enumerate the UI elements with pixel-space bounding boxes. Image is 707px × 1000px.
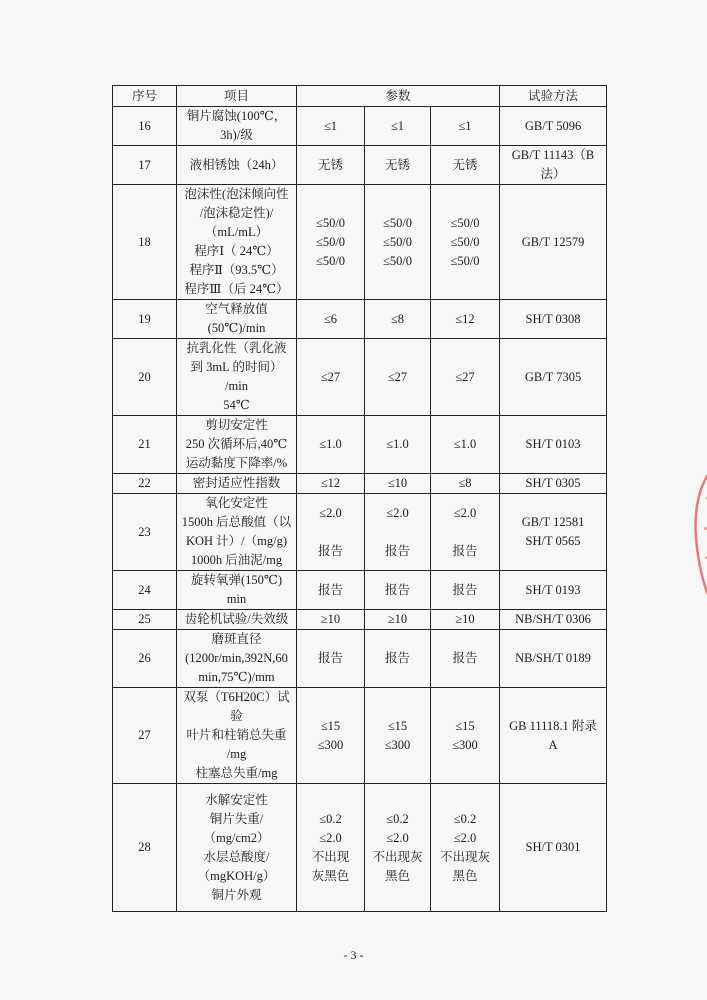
param-grade-2 (365, 784, 431, 912)
method-cell-line: SH/T 0565 (525, 534, 581, 548)
method-cell (500, 107, 607, 146)
param-grade-2-line: ≤0.2 (386, 811, 409, 826)
param-grade-3-line: ≤50/0 (450, 215, 480, 230)
method-cell (500, 339, 607, 416)
param-grade-3 (431, 610, 500, 630)
item-cell-line: 运动黏度下降率/% (185, 456, 288, 470)
row-number: 24 (113, 571, 177, 610)
param-grade-3 (431, 688, 500, 784)
param-grade-2 (365, 571, 431, 610)
method-cell-line: GB/T 7305 (524, 369, 582, 384)
item-cell-line: KOH 计）/（mg/g) (185, 534, 288, 548)
param-grade-2-line: ≤300 (384, 737, 411, 752)
param-grade-3-line: 无锈 (452, 157, 478, 172)
item-cell-line: 磨斑直径 (211, 632, 262, 646)
param-grade-3-line: ≤1 (458, 118, 472, 133)
item-cell-line: 水解安定性 (205, 792, 268, 807)
table-row (113, 571, 607, 610)
param-grade-1-line: ≤50/0 (315, 253, 346, 268)
param-grade-3-line: ≤27 (455, 369, 475, 384)
item-cell (177, 339, 297, 416)
method-cell-line: SH/T 0305 (525, 476, 581, 490)
item-cell-line: (50℃)/min (207, 321, 266, 335)
param-grade-2-line: ≤27 (387, 369, 408, 384)
param-grade-3-line: 报告 (452, 543, 478, 558)
param-grade-2-line: ≤50/0 (382, 234, 413, 249)
table-row (113, 784, 607, 912)
item-cell-line: 氧化安定性 (205, 496, 268, 510)
item-cell-line: /泡沫稳定性)/ (199, 206, 274, 220)
param-grade-2-line: ≤1 (390, 118, 405, 133)
param-grade-3-line: ≤50/0 (450, 234, 480, 249)
param-grade-1-line: 报告 (317, 582, 343, 597)
row-number: 21 (113, 416, 177, 474)
param-grade-3-line: ≤300 (452, 737, 478, 752)
param-grade-3 (431, 339, 500, 416)
param-grade-2-line: ≤8 (390, 311, 405, 326)
param-grade-1 (297, 416, 365, 474)
param-grade-2-line: 无锈 (384, 157, 410, 172)
method-cell-line: GB/T 5096 (524, 118, 582, 133)
item-cell-line: 空气释放值 (205, 302, 268, 316)
item-cell (177, 474, 297, 494)
param-grade-2-line: 不出现灰 (372, 849, 423, 864)
param-grade-1 (297, 474, 365, 494)
param-grade-2 (365, 185, 431, 300)
param-grade-3-line: 报告 (452, 651, 478, 665)
param-grade-1-line: ≤2.0 (319, 830, 342, 845)
item-cell (177, 416, 297, 474)
param-grade-2-line: ≤50/0 (382, 215, 413, 230)
item-cell-line: 柱塞总失重/mg (195, 766, 278, 780)
item-cell-line: 液相锈蚀（24h） (189, 157, 284, 172)
param-grade-2 (365, 416, 431, 474)
param-grade-2-line: 报告 (384, 651, 410, 665)
param-grade-1 (297, 610, 365, 630)
method-cell-line: GB 11118.1 附录 (509, 718, 597, 733)
method-cell-line: GB/T 11143（B (511, 148, 595, 162)
param-grade-2 (365, 610, 431, 630)
param-grade-2 (365, 107, 431, 146)
item-cell-line: 程序Ⅱ（93.5℃） (189, 263, 284, 277)
method-cell-line: NB/SH/T 0189 (515, 651, 591, 665)
param-grade-3 (431, 185, 500, 300)
method-cell (500, 784, 607, 912)
param-grade-1-line: ≤15 (320, 718, 341, 733)
param-grade-2-line: ≤50/0 (382, 253, 413, 268)
red-seal-stamp (684, 468, 707, 608)
method-cell-line: GB/T 12581 (521, 515, 585, 529)
param-grade-1-line: 不出现 (311, 849, 350, 864)
item-cell-line: 程序Ⅲ（后 24℃） (184, 282, 289, 296)
item-cell-line: 验 (230, 709, 243, 723)
param-grade-3 (431, 146, 500, 185)
param-grade-3-line: ≤2.0 (453, 505, 477, 520)
item-cell-line: （mL/mL） (204, 225, 269, 239)
method-cell (500, 185, 607, 300)
param-grade-3 (431, 784, 500, 912)
row-number: 22 (113, 474, 177, 494)
param-grade-1 (297, 339, 365, 416)
param-grade-1-line: 报告 (317, 651, 343, 665)
item-cell-line: 水层总酸度/ (203, 849, 270, 864)
param-grade-1-line: ≤2.0 (319, 505, 342, 520)
method-cell (500, 630, 607, 688)
param-grade-2 (365, 688, 431, 784)
item-cell-line: 到 3mL 的时间） (190, 360, 283, 374)
item-cell-line: 铜片外观 (211, 887, 262, 902)
item-cell-line: 旋转氧弹(150℃) (190, 573, 283, 587)
item-cell-line: min,75℃)/mm (198, 670, 275, 684)
item-cell-line: /mg (226, 747, 247, 761)
method-cell-line: SH/T 0308 (525, 311, 581, 326)
item-cell-line: （mg/cm2） (203, 830, 270, 845)
param-grade-1-line: ≤50/0 (315, 234, 346, 249)
param-grade-3-line: ≤8 (458, 476, 472, 490)
param-grade-1 (297, 107, 365, 146)
table-row (113, 688, 607, 784)
param-grade-3-line: ≤50/0 (450, 253, 480, 268)
row-number: 17 (113, 146, 177, 185)
param-grade-3-line (433, 523, 497, 542)
param-grade-2-line: ≥10 (387, 612, 408, 626)
param-grade-3-line: 不出现灰 (440, 849, 491, 864)
table-row (113, 185, 607, 300)
row-number: 18 (113, 185, 177, 300)
header-params: 参数 (297, 86, 500, 107)
param-grade-2 (365, 146, 431, 185)
param-grade-2-line: ≤10 (387, 476, 408, 490)
method-cell-line: SH/T 0103 (525, 437, 581, 451)
item-cell (177, 146, 297, 185)
table-row (113, 494, 607, 571)
table-row (113, 474, 607, 494)
param-grade-1 (297, 688, 365, 784)
param-grade-3 (431, 474, 500, 494)
param-grade-2-line: ≤15 (387, 718, 408, 733)
item-cell-line: /min (225, 379, 248, 393)
param-grade-1 (297, 630, 365, 688)
header-row (113, 86, 607, 107)
param-grade-2 (365, 339, 431, 416)
item-cell-line: 程序Ⅰ（ 24℃） (194, 244, 279, 258)
param-grade-1-line: 报告 (317, 543, 343, 558)
param-grade-2-line (367, 523, 428, 542)
param-grade-2-line: ≤1.0 (386, 437, 409, 451)
row-number: 27 (113, 688, 177, 784)
param-grade-1 (297, 300, 365, 339)
param-grade-3-line: ≤0.2 (453, 811, 477, 826)
param-grade-2 (365, 300, 431, 339)
param-grade-3 (431, 630, 500, 688)
item-cell-line: 1500h 后总酸值（以 (181, 515, 292, 529)
spec-table (112, 85, 607, 912)
method-cell (500, 146, 607, 185)
param-grade-1-line: ≤12 (320, 476, 341, 490)
row-number: 16 (113, 107, 177, 146)
param-grade-3 (431, 300, 500, 339)
method-cell (500, 571, 607, 610)
header-no: 序号 (113, 86, 177, 107)
method-cell-line: SH/T 0301 (525, 840, 581, 854)
param-grade-1-line: ≥10 (320, 612, 341, 626)
item-cell-line: 1000h 后油泥/mg (190, 553, 283, 567)
param-grade-2 (365, 494, 431, 571)
param-grade-3 (431, 571, 500, 610)
method-cell-line: SH/T 0193 (525, 582, 581, 597)
method-cell (500, 300, 607, 339)
param-grade-1 (297, 784, 365, 912)
item-cell-line: 齿轮机试验/失效级 (184, 612, 289, 626)
param-grade-2-line: ≤2.0 (386, 505, 409, 520)
header-method: 试验方法 (500, 86, 607, 107)
item-cell-line: (1200r/min,392N,60 (185, 651, 288, 665)
item-cell-line: 3h)/级 (220, 128, 253, 142)
item-cell (177, 300, 297, 339)
item-cell (177, 185, 297, 300)
param-grade-1-line: ≤27 (320, 369, 341, 384)
method-cell (500, 494, 607, 571)
page-number: - 3 - (343, 948, 364, 962)
param-grade-2 (365, 474, 431, 494)
param-grade-2-line: 黑色 (384, 868, 410, 883)
param-grade-3-line: ≤12 (455, 311, 475, 326)
method-cell (500, 610, 607, 630)
table-row (113, 416, 607, 474)
item-cell-line: 铜片失重/ (209, 811, 264, 826)
param-grade-1-line: ≤0.2 (319, 811, 342, 826)
item-cell (177, 494, 297, 571)
method-cell-line: GB/T 12579 (521, 234, 585, 249)
item-cell-line: 泡沫性(泡沫倾向性 (184, 187, 289, 201)
table-row (113, 610, 607, 630)
row-number: 25 (113, 610, 177, 630)
param-grade-1 (297, 185, 365, 300)
item-cell-line: 抗乳化性（乳化液 (186, 341, 287, 355)
item-cell (177, 630, 297, 688)
param-grade-3 (431, 494, 500, 571)
item-cell-line: 54℃ (223, 398, 250, 412)
param-grade-1 (297, 571, 365, 610)
param-grade-2-line: 报告 (384, 543, 410, 558)
item-cell-line: min (226, 592, 247, 606)
param-grade-2-line: 报告 (384, 582, 410, 597)
item-cell-line: 250 次循环后,40℃ (185, 437, 288, 451)
item-cell-line: 剪切安定性 (205, 418, 268, 432)
method-cell (500, 474, 607, 494)
table-row (113, 107, 607, 146)
method-cell-line: NB/SH/T 0306 (515, 612, 591, 626)
item-cell (177, 571, 297, 610)
item-cell-line: 铜片腐蚀(100℃， (186, 109, 287, 123)
param-grade-1 (297, 494, 365, 571)
item-cell (177, 610, 297, 630)
method-cell (500, 688, 607, 784)
param-grade-3 (431, 107, 500, 146)
param-grade-1-line: ≤50/0 (315, 215, 346, 230)
param-grade-1-line: ≤1.0 (319, 437, 342, 451)
item-cell-line: （mgKOH/g） (197, 868, 276, 883)
param-grade-3-line: 报告 (452, 582, 478, 597)
param-grade-3-line: ≤1.0 (453, 437, 477, 451)
row-number: 23 (113, 494, 177, 571)
table-row (113, 300, 607, 339)
table-row (113, 630, 607, 688)
item-cell-line: 密封适应性指数 (192, 476, 281, 490)
param-grade-1-line: 无锈 (317, 157, 343, 172)
table-row (113, 146, 607, 185)
item-cell-line: 叶片和柱销总失重 (186, 728, 287, 742)
param-grade-2-line: ≤2.0 (386, 830, 409, 845)
item-cell (177, 688, 297, 784)
param-grade-3 (431, 416, 500, 474)
param-grade-3-line: ≤15 (455, 718, 475, 733)
table-row (113, 339, 607, 416)
param-grade-2 (365, 630, 431, 688)
param-grade-3-line: 黑色 (452, 868, 478, 883)
param-grade-1 (297, 146, 365, 185)
param-grade-1-line: 灰黑色 (311, 868, 350, 883)
param-grade-1-line (299, 523, 362, 542)
item-cell (177, 107, 297, 146)
row-number: 26 (113, 630, 177, 688)
method-cell-line: A (548, 737, 558, 752)
param-grade-3-line: ≥10 (455, 612, 475, 626)
param-grade-3-line: ≤2.0 (453, 830, 477, 845)
method-cell-line: 法） (540, 167, 566, 181)
method-cell (500, 416, 607, 474)
header-item: 项目 (177, 86, 297, 107)
item-cell (177, 784, 297, 912)
row-number: 20 (113, 339, 177, 416)
row-number: 28 (113, 784, 177, 912)
param-grade-1-line: ≤300 (317, 737, 344, 752)
row-number: 19 (113, 300, 177, 339)
param-grade-1-line: ≤6 (323, 311, 338, 326)
item-cell-line: 双泵（T6H20C）试 (183, 690, 290, 704)
param-grade-1-line: ≤1 (323, 118, 338, 133)
